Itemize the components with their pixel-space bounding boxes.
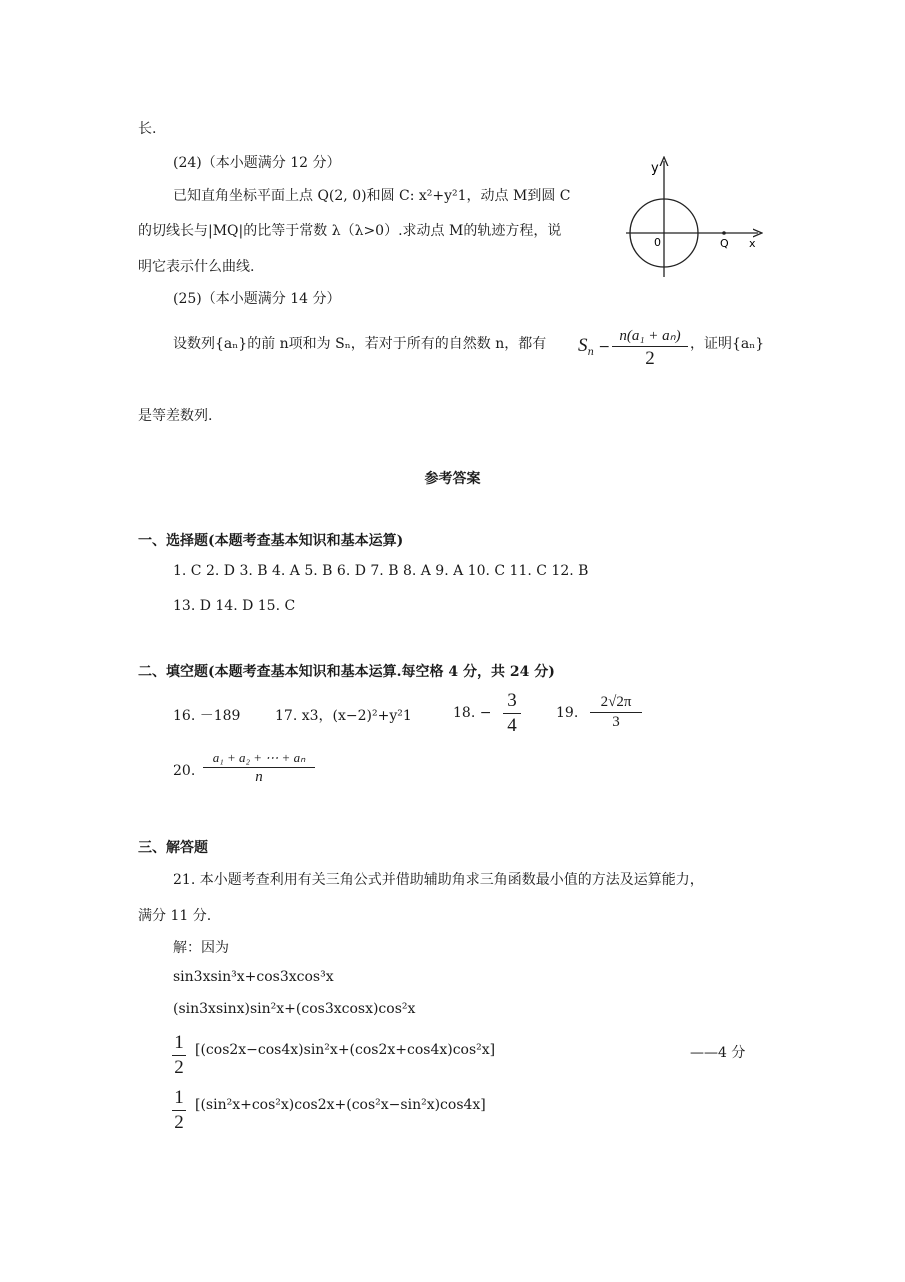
q24-line2: 的切线长与|MQ|的比等于常数 λ（λ>0）.求动点 M的轨迹方程，说	[138, 223, 562, 239]
answer-19-numerator: 2√2π	[600, 694, 632, 710]
origin-label: 0	[654, 236, 661, 249]
fraction-bar	[172, 1110, 186, 1111]
fraction-bar	[590, 712, 642, 713]
section3-title: 三、解答题	[138, 840, 208, 856]
q21-line2: 满分 11 分.	[138, 908, 212, 924]
equation-1: sin3xsin³x+cos3xcos³x	[173, 969, 334, 985]
half-fraction-2	[172, 1087, 186, 1134]
answer-18-label: 18. −	[453, 705, 492, 721]
q21-line1: 21. 本小题考查利用有关三角公式并借助辅助角求三角函数最小值的方法及运算能力，	[173, 872, 704, 888]
answer-19-denominator: 3	[612, 714, 620, 730]
fraction-bar	[172, 1055, 186, 1056]
formula-numerator: n(a₁ + aₙ)	[619, 328, 681, 344]
q25-formula-fraction	[612, 326, 688, 370]
section1-title: 一、选择题(本题考查基本知识和基本运算)	[138, 533, 404, 549]
half-numerator: 1	[174, 1087, 184, 1108]
answer-17: 17. x3，(x−2)²+y²1	[275, 708, 412, 724]
section2-title: 二、填空题(本题考查基本知识和基本运算.每空格 4 分，共 24 分)	[138, 664, 555, 680]
formula-minus: −	[598, 339, 611, 355]
formula-denominator: 2	[645, 348, 655, 369]
half-denominator: 2	[174, 1057, 184, 1078]
formula-s-sub: n	[587, 346, 594, 358]
equation-4: [(sin²x+cos²x)cos2x+(cos²x−sin²x)cos4x]	[195, 1097, 486, 1113]
x-axis-label: x	[749, 237, 756, 250]
y-axis-label: y	[651, 161, 659, 176]
answer-18-denominator: 4	[507, 715, 517, 736]
point-q	[722, 231, 726, 235]
fraction-bar	[503, 713, 521, 714]
section1-answers-row1: 1. C 2. D 3. B 4. A 5. B 6. D 7. B 8. A 9. A 10. C 11. C 12. B	[173, 563, 589, 579]
half-numerator: 1	[174, 1032, 184, 1053]
half-denominator: 2	[174, 1112, 184, 1133]
q25-line1-b: ，证明{aₙ}	[690, 336, 765, 352]
answer-18-numerator: 3	[507, 690, 517, 711]
answer-20-numerator: a₁ + a₂ + ⋯ + aₙ	[212, 750, 306, 765]
answer-20-denominator: n	[255, 769, 263, 785]
q25-line2: 是等差数列.	[138, 408, 213, 424]
answer-19-fraction	[590, 694, 642, 731]
equation-2: (sin3xsinx)sin²x+(cos3xcosx)cos²x	[173, 1001, 416, 1017]
continuation-text: 长.	[138, 121, 157, 137]
q25-header: (25)（本小题满分 14 分）	[173, 291, 341, 307]
formula-s: S	[578, 335, 588, 356]
q-label: Q	[720, 237, 729, 250]
section1-answers-row2: 13. D 14. D 15. C	[173, 598, 296, 614]
answer-20-fraction	[203, 750, 315, 786]
solution-intro: 解：因为	[173, 940, 229, 956]
answer-18-fraction	[503, 690, 521, 737]
answer-20-label: 20.	[173, 763, 196, 779]
fraction-bar	[612, 346, 688, 347]
q24-line3: 明它表示什么曲线.	[138, 259, 255, 275]
q25-line1-a: 设数列{aₙ}的前 n项和为 Sₙ，若对于所有的自然数 n，都有	[173, 336, 547, 352]
score-note: ——4 分	[690, 1045, 746, 1061]
answer-16: 16. －189	[173, 708, 241, 724]
q24-header: (24)（本小题满分 12 分）	[173, 155, 341, 171]
equation-3: [(cos2x−cos4x)sin²x+(cos2x+cos4x)cos²x]	[195, 1042, 496, 1058]
q24-line1: 已知直角坐标平面上点 Q(2, 0)和圆 C: x²+y²1，动点 M到圆 C	[173, 188, 571, 204]
q25-formula-lhs	[578, 335, 610, 358]
half-fraction-1	[172, 1032, 186, 1079]
answers-title: 参考答案	[424, 471, 481, 487]
circle-figure	[618, 155, 768, 280]
fraction-bar	[203, 767, 315, 768]
answer-19-label: 19.	[556, 705, 579, 721]
